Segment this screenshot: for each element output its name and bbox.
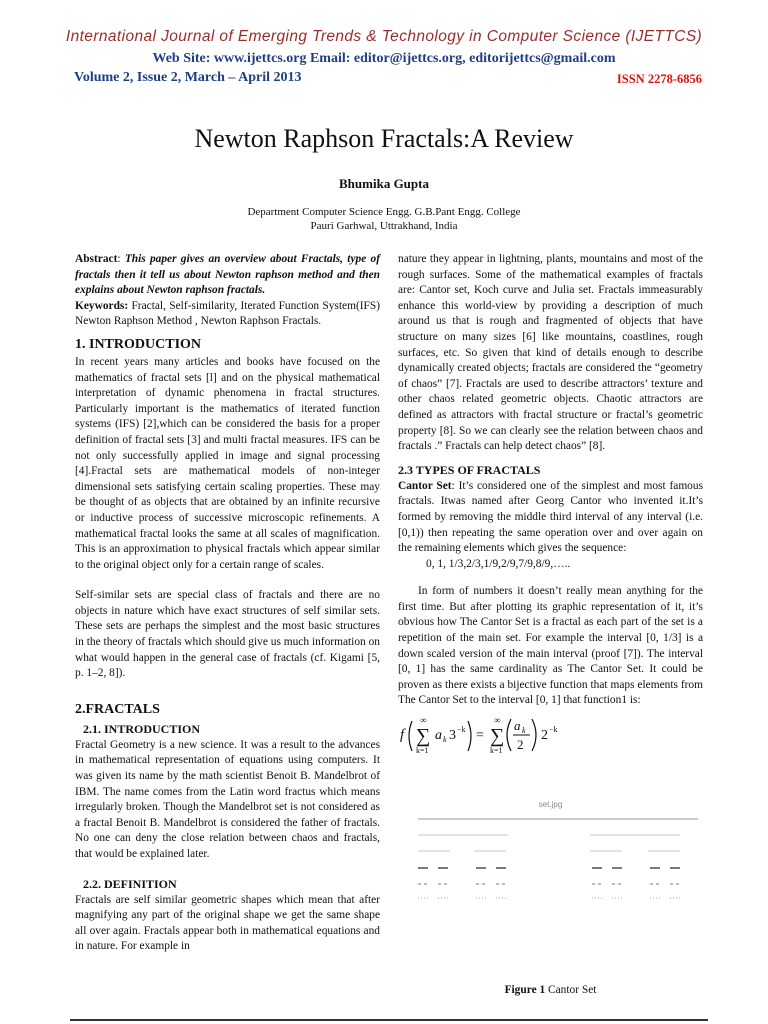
cantor-paragraph [398,479,703,557]
formula-two: 2 [541,728,548,744]
cantor-set-figure [398,767,703,917]
section-1-paragraph-1: In recent years many articles and books have focused on the mathematics of fractal sets [l] and on the physical mathematical interpretation of dynamic phenomena in fractal structures. Particularly important is the mathematics of iterated function systems (IFS) [2],which can be considered the basis for a proper definition of fractal sets [3] and multi fractal measures. IFS can be not only successfully applied in image and signal processing [4].Fractal sets are mathematical models of non-integer dimensional sets satisfying certain scaling properties. These may be thought of as objects that are obtained by an infinite recursive or inductive process of successive microscopic refinements. A mathematical fractal looks the same at all scales of magnification. This is an approximation to physical fractals which appear similar to the original object only for a certain range of scales. [75,355,380,571]
journal-issn: ISSN 2278-6856 [616,72,702,86]
cantor-sequence: 0, 1, 1/3,2/3,1/9,2/9,7/9,8/9,….. [426,557,571,570]
abstract [75,252,380,299]
right-column [398,252,703,917]
formula-f: f [400,727,405,744]
formula-sum-top-1: ∞ [420,715,427,726]
left-column [75,252,380,955]
affiliation-line-2: Pauri Garhwal, Uttrakhand, India [310,220,458,232]
formula-equals: = [476,728,484,744]
cantor-set-drawing [398,767,703,917]
formula-sum-top-2: ∞ [494,715,501,726]
cantor-text: : It’s considered one of the simplest and most famous fractals. Itwas named after Georg Cantor who invented it.It’s formed by removing the middle third interval of any interval (i.e. [0,1)) then repeating the same operation over and over again on the remaining elements which gives the sequence: [398,479,703,555]
keywords-label: Keywords: [75,299,129,312]
section-1-heading: 1. INTRODUCTION [75,336,202,352]
footer-rule [70,1019,708,1021]
formula-neg-k-1: −k [457,725,466,735]
cantor-label: Cantor Set [398,479,452,492]
right-paragraph-2: In form of numbers it doesn’t really mean anything for the first time. But after plotting its graphic representation of it, it’s obvious how The Cantor Set is a fractal as each part of the set is a repetition of the main set. For example the interval [0, 1/3] is a down scaled version of the main interval (proof [7]). The interval [0, 1] has the same cardinality as The Cantor Set. It could be proven as there exists a bijective function that maps elements from The Cantor Set to the interval [0, 1] that function1 is: [398,585,703,707]
formula-three: 3 [449,728,456,744]
formula-neg-k-2: −k [549,725,558,735]
figure-filename: set.jpg [538,799,563,809]
formula-right-paren [468,721,471,751]
paper-title: Newton Raphson Fractals:A Review [194,124,574,153]
right-paragraph-1: nature they appear in lightning, plants, mountains and most of the rough surfaces. Some of the mathematical examples of fractals are: Cantor set, Koch curve and Julia set. Fractals immeasurably enhance this world-view by providing a description of much around us that is rough and fragmented of objects that have structure on many sizes [6] like mountains, coastlines, rough surfaces, etc. So given that kind of details enough to describe dynamically created objects; fractals are considered the “geometry of chaos” [7]. Fractals are used to describe attractors’ texture and other chaos related geometric objects. Chaotic attractors are defined as attractors with fractal structure or fractal’s geometric property [8]. So we can clearly see the relation between chaos and fractals .” Fractals can help detect chaos” [8]. [398,253,703,453]
figure-label: Figure 1 [504,984,546,996]
formula-sum-1: ∑ [416,725,431,748]
cantor-function-formula [398,713,703,757]
formula-right-paren-2 [532,719,536,751]
formula-sum-bottom-2: k=1 [490,746,503,756]
formula-sum-bottom-1: k=1 [416,746,429,756]
figure-caption-text: Cantor Set [545,984,597,996]
affiliation-line-1: Department Computer Science Engg. G.B.Pant Engg. College [247,206,521,218]
formula-a-2: a [514,718,521,734]
formula-denominator: 2 [517,737,524,753]
journal-website: Web Site: www.ijettcs.org Email: editor@ijettcs.org, editorijettcs@gmail.com [152,51,616,66]
journal-volume: Volume 2, Issue 2, March – April 2013 [74,70,302,85]
formula-left-paren [409,721,412,751]
figure-caption [398,984,703,996]
section-2-3-heading: 2.3 TYPES OF FRACTALS [398,462,541,477]
paper-author: Bhumika Gupta [339,176,429,191]
section-2-2-paragraph: Fractals are self similar geometric shapes which mean that after magnifying any part of the original shape we get the same shape all over again. Fractals appear both in mathematical equations and in nature. For example in [75,893,380,953]
section-2-1-paragraph: Fractal Geometry is a new science. It was a result to the advances in mathematical representation of equations using computers. It was given its name by the math scientist Benoit B. Mandelbrot of IBM. The name comes from the Latin word fractus which means irregularly broken. Though the Mandelbrot set is not considered as a fractal Benoit B. Mandelbrot is considered the father of fractals. No one can deny the close relation between chaos and fractals, that would be explained later. [75,738,380,860]
section-2-1-heading: 2.1. INTRODUCTION [83,721,201,736]
journal-title: International Journal of Emerging Trends & Technology in Computer Science (IJETTCS) [65,28,703,45]
formula-k-1: k [443,735,447,745]
keywords-text: Fractal, Self-similarity, Iterated Function System(IFS) Newton Raphson Method , Newton Raphson Fractals. [75,299,380,328]
abstract-separator: : [117,253,125,265]
keywords [75,299,380,330]
formula-left-paren-2 [507,719,511,751]
author-affiliation [0,205,768,233]
formula-a-1: a [435,728,442,744]
abstract-text: This paper gives an overview about Fractals, type of fractals then it tell us about Newton raphson method and then explains about Newton raphson fractals. [75,253,380,297]
section-1-paragraph-2: Self-similar sets are special class of fractals and there are no objects in nature which have exact structures of self similar sets. These sets are perhaps the simplest and the most basic structures in the theory of fractals which should give us much information on what would happen in the general case of fractals (cf. Kigami [5, p. 1–2, 8]). [75,589,380,680]
formula-sum-2: ∑ [490,725,505,748]
formula-k-2: k [522,726,526,736]
abstract-label: Abstract [75,253,118,265]
section-2-heading: 2.FRACTALS [75,701,160,717]
section-2-2-heading: 2.2. DEFINITION [83,876,177,891]
